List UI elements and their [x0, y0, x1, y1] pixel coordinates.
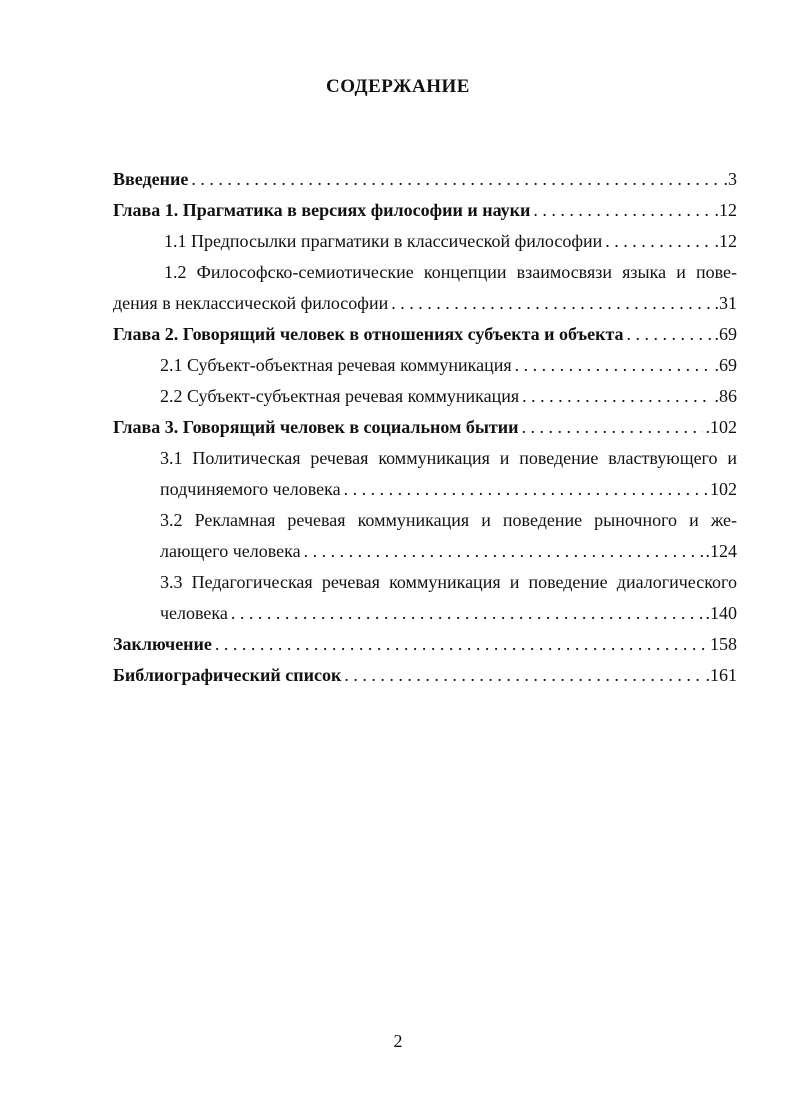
toc-entry-text: Глава 3. Говорящий человек в социальном бытии — [113, 417, 519, 437]
toc-entry-section-3-2-line1[interactable] — [113, 510, 737, 541]
toc-leader-dots — [605, 231, 711, 252]
toc-leader-dots — [522, 386, 711, 407]
toc-leader-dots — [304, 541, 703, 562]
toc-entry-section-1-2-line2[interactable] — [113, 293, 737, 324]
toc-entry-conclusion[interactable] — [113, 634, 737, 665]
toc-leader-dots — [231, 603, 703, 624]
toc-entry-chapter-1[interactable] — [113, 200, 737, 231]
toc-entry-text: 3.2 Рекламная речевая коммуникация и поведение рыночного и же- — [160, 510, 737, 530]
toc-leader-dots — [533, 200, 711, 221]
toc-entry-text: 3.1 Политическая речевая коммуникация и поведение властвующего и — [160, 448, 737, 468]
toc-entry-section-2-1[interactable] — [113, 355, 737, 386]
toc-entry-chapter-2[interactable] — [113, 324, 737, 355]
toc-entry-chapter-3[interactable] — [113, 417, 737, 448]
toc-entry-page: .86 — [714, 386, 737, 406]
toc-leader-dots — [627, 324, 712, 345]
toc-entry-section-1-1[interactable] — [113, 231, 737, 262]
toc-leader-dots — [521, 417, 702, 438]
toc-entry-page: .69 — [714, 324, 737, 344]
toc-entry-section-3-1-line2[interactable] — [113, 479, 737, 510]
toc-entry-bibliography[interactable] — [113, 665, 737, 696]
toc-entry-page: .161 — [705, 665, 737, 685]
page-title: СОДЕРЖАНИЕ — [326, 76, 470, 97]
toc-entry-page: .3 — [723, 169, 737, 189]
toc-entry-text: 2.1 Субъект-объектная речевая коммуникация — [160, 355, 512, 375]
toc-leader-dots — [344, 665, 702, 686]
toc-entry-text: дения в неклассической философии — [113, 293, 389, 313]
toc-entry-text: 3.3 Педагогическая речевая коммуникация и поведение диалогического — [160, 572, 737, 592]
page-number: 2 — [393, 1031, 403, 1051]
toc-leader-dots — [191, 169, 720, 190]
toc-entry-section-2-2[interactable] — [113, 386, 737, 417]
toc-entry-page: 102 — [710, 479, 737, 499]
toc-entry-section-3-2-line2[interactable] — [113, 541, 737, 572]
toc-entry-section-3-3-line1[interactable] — [113, 572, 737, 603]
toc-entry-text: 1.2 Философско-семиотические концепции взаимосвязи языка и пове- — [164, 262, 737, 282]
toc-entry-page: .124 — [705, 541, 737, 561]
toc-entry-section-3-1-line1[interactable] — [113, 448, 737, 479]
toc-entry-text: 1.1 Предпосылки прагматики в классической философии — [164, 231, 603, 251]
toc-entry-text: человека — [160, 603, 228, 623]
toc-entry-introduction[interactable] — [113, 169, 737, 200]
toc-entry-page: .31 — [714, 293, 737, 313]
toc-entry-text: Введение — [113, 169, 189, 189]
toc-leader-dots — [215, 634, 707, 655]
table-of-contents — [113, 169, 737, 696]
toc-entry-text: Библиографический список — [113, 665, 342, 685]
toc-leader-dots — [515, 355, 712, 376]
toc-entry-text: 2.2 Субъект-субъектная речевая коммуникация — [160, 386, 520, 406]
toc-entry-section-1-2-line1[interactable] — [113, 262, 737, 293]
toc-entry-text: подчиняемого человека — [160, 479, 341, 499]
toc-entry-page: .69 — [714, 355, 737, 375]
toc-leader-dots — [344, 479, 707, 500]
toc-entry-page: .12 — [714, 200, 737, 220]
toc-entry-page: .140 — [705, 603, 737, 623]
toc-entry-section-3-3-line2[interactable] — [113, 603, 737, 634]
toc-leader-dots — [391, 293, 711, 314]
toc-entry-page: .102 — [705, 417, 737, 437]
toc-entry-text: Заключение — [113, 634, 212, 654]
toc-entry-text: Глава 1. Прагматика в версиях философии и науки — [113, 200, 531, 220]
toc-entry-text: Глава 2. Говорящий человек в отношениях субъекта и объекта — [113, 324, 624, 344]
toc-entry-text: лающего человека — [160, 541, 301, 561]
toc-entry-page: .12 — [714, 231, 737, 251]
toc-entry-page: 158 — [710, 634, 737, 654]
